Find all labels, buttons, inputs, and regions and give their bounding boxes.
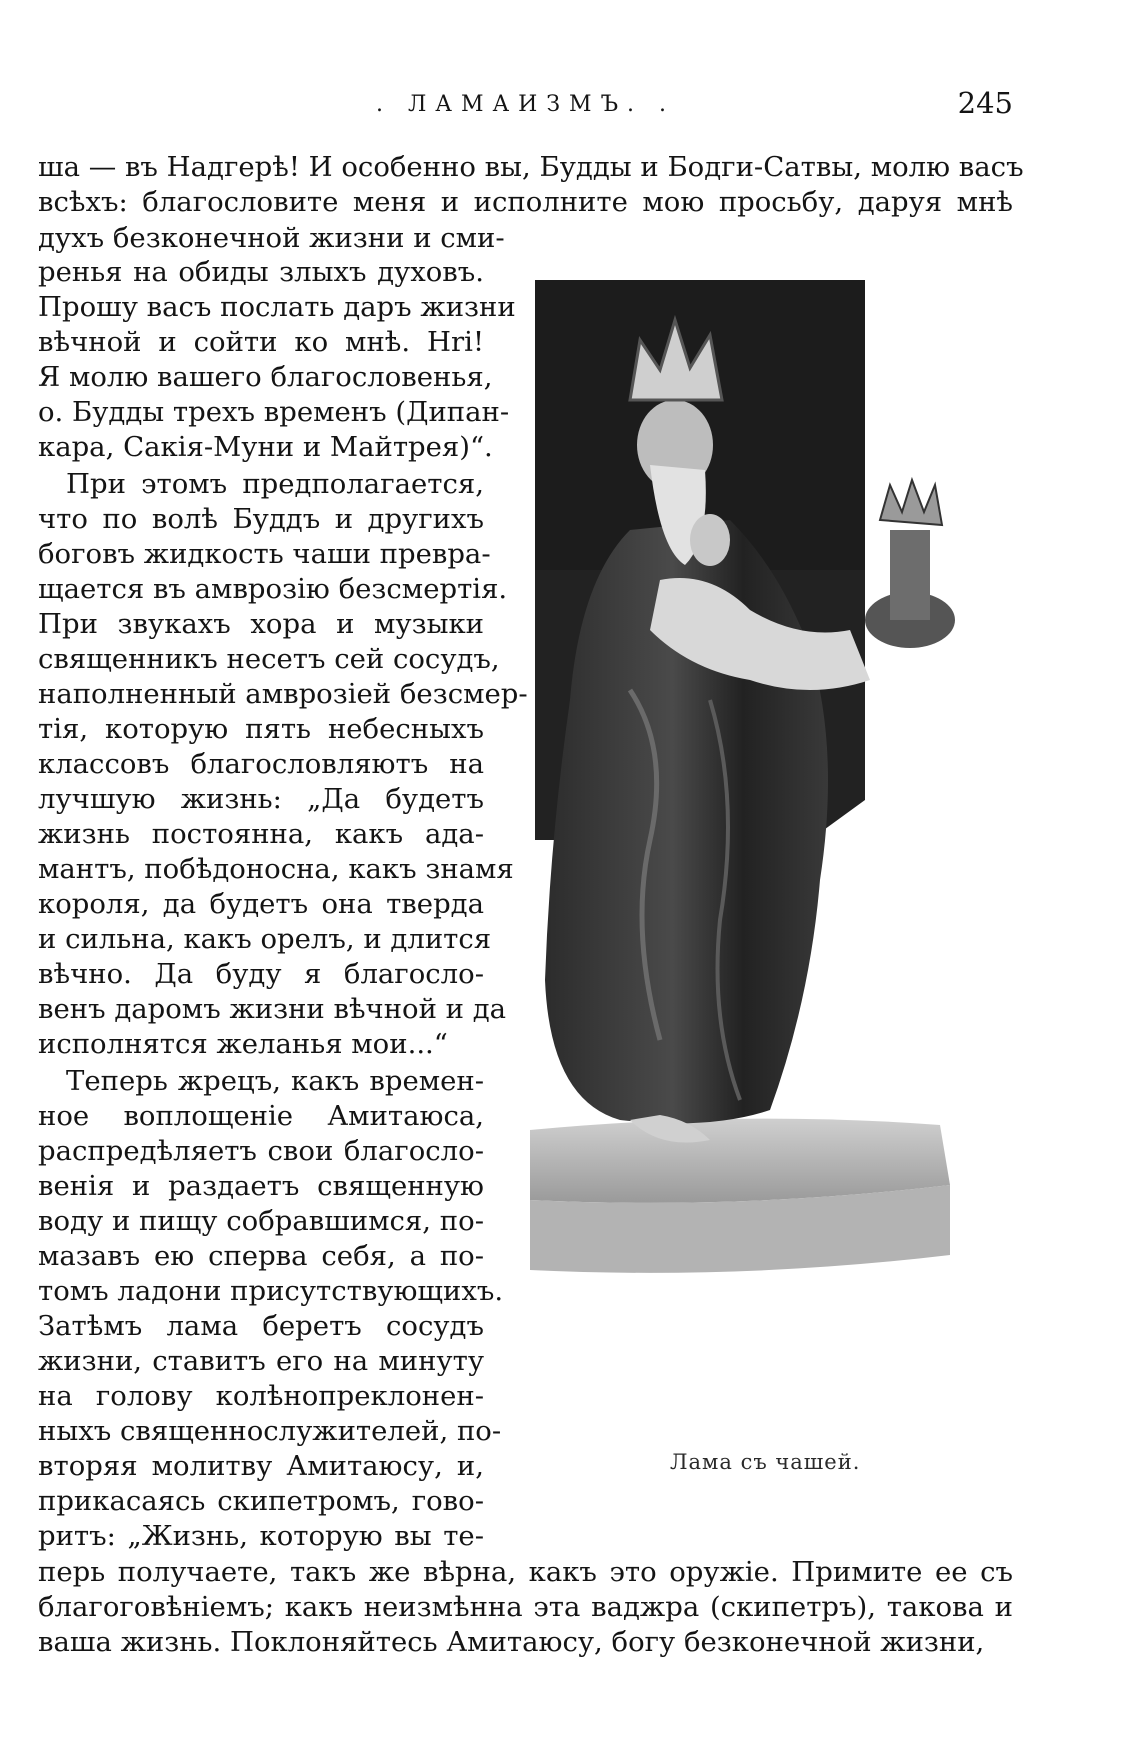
bowl-offering (880, 480, 942, 525)
text-line: что по волѣ Буддъ и другихъ (38, 503, 484, 535)
figure-caption: Лама съ чашей. (670, 1450, 861, 1474)
running-title: . ЛАМАИЗМЪ. . (375, 92, 676, 117)
text-line: перь получаете, такъ же вѣрна, какъ это оружіе. Примите ее съ (38, 1556, 1013, 1588)
text-line: Теперь жрецъ, какъ времен- (66, 1065, 484, 1097)
text-line: тія, которую пять небесныхъ (38, 713, 484, 745)
text-line: вторяя молитву Амитаюсу, и, (38, 1450, 484, 1482)
text-line: боговъ жидкость чаши превра- (38, 538, 491, 570)
text-line: короля, да будетъ она тверда (38, 888, 484, 920)
text-line: венія и раздаетъ священную (38, 1170, 484, 1202)
text-line: благоговѣніемъ; какъ неизмѣнна эта ваджра (скипетръ), такова и (38, 1591, 1013, 1623)
text-line: о. Будды трехъ временъ (Дипан- (38, 396, 510, 428)
text-line: наполненный амврозіей безсмер- (38, 678, 528, 710)
text-line: и сильна, какъ орелъ, и длится (38, 923, 492, 955)
text-line: священникъ несетъ сей сосудъ, (38, 643, 500, 675)
page-header (38, 86, 1013, 126)
lama-illustration (510, 280, 1040, 1435)
text-line: вѣчной и сойти ко мнѣ. Hri! (38, 326, 484, 358)
text-line: мантъ, побѣдоносна, какъ знамя (38, 853, 514, 885)
text-line: ренья на обиды злыхъ духовъ. (38, 256, 484, 288)
text-line: духъ безконечной жизни и сми- (38, 222, 505, 254)
text-line: лучшую жизнь: „Да будетъ (38, 783, 484, 815)
text-line: жизни, ставитъ его на минуту (38, 1345, 484, 1377)
text-line: ваша жизнь. Поклоняйтесь Амитаюсу, богу безконечной жизни, (38, 1626, 985, 1658)
text-line: томъ ладони присутствующихъ. (38, 1275, 504, 1307)
text-line: ритъ: „Жизнь, которую вы те- (38, 1520, 484, 1552)
text-line: щается въ амврозію безсмертія. (38, 573, 508, 605)
text-line: на голову колѣнопреклонен- (38, 1380, 484, 1412)
text-line: ша — въ Надгерѣ! И особенно вы, Будды и Бодги-Сатвы, молю васъ (38, 151, 1024, 183)
text-line: прикасаясь скипетромъ, гово- (38, 1485, 484, 1517)
text-line: распредѣляетъ свои благосло- (38, 1135, 484, 1167)
text-line: кара, Сакія-Муни и Майтрея)“. (38, 431, 493, 463)
text-line: всѣхъ: благословите меня и исполните мою просьбу, даруя мнѣ (38, 186, 1013, 218)
text-line: Затѣмъ лама беретъ сосудъ (38, 1310, 484, 1342)
bowl-stem (890, 530, 930, 620)
text-line: классовъ благословляютъ на (38, 748, 484, 780)
text-line: вѣчно. Да буду я благосло- (38, 958, 484, 990)
text-line: Прошу васъ послать даръ жизни (38, 291, 516, 323)
text-line: жизнь постоянна, какъ ада- (38, 818, 484, 850)
text-line: воду и пищу собравшимся, по- (38, 1205, 484, 1237)
text-line: мазавъ ею сперва себя, а по- (38, 1240, 484, 1272)
text-line: ное воплощеніе Амитаюса, (38, 1100, 484, 1132)
text-line: Я молю вашего благословенья, (38, 361, 493, 393)
text-line: При этомъ предполагается, (66, 468, 484, 500)
lama-illustration-drawing (510, 280, 1040, 1435)
text-line: ныхъ священнослужителей, по- (38, 1415, 502, 1447)
text-line: исполнятся желанья мои...“ (38, 1028, 448, 1060)
hand (690, 514, 730, 566)
text-line: венъ даромъ жизни вѣчной и да (38, 993, 507, 1025)
text-line: При звукахъ хора и музыки (38, 608, 484, 640)
stone-step (530, 1119, 950, 1203)
page-number: 245 (957, 86, 1013, 120)
